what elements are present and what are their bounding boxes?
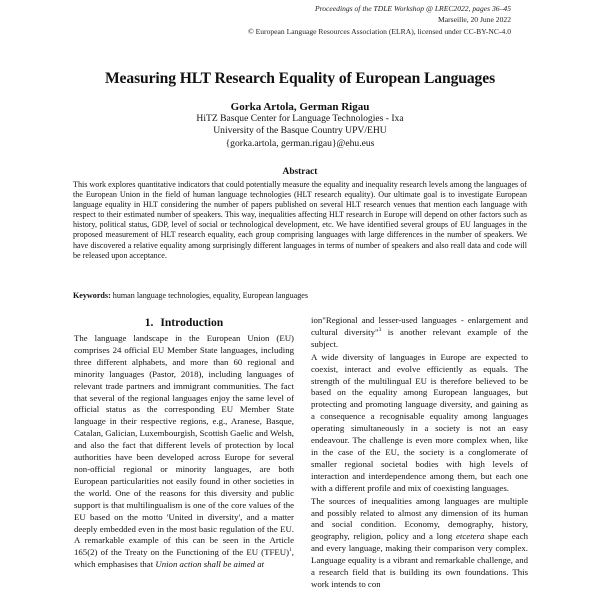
- left-column: [74, 333, 294, 571]
- keywords-text: human language technologies, equality, European languages: [112, 291, 309, 300]
- right-paragraph-3: [311, 496, 528, 591]
- section-title: Introduction: [160, 316, 224, 329]
- paper-title: Measuring HLT Research Equality of European Languages: [104, 70, 496, 87]
- footnote-marker-1: 1: [289, 547, 292, 554]
- proceedings-line: Proceedings of the TDLE Workshop @ LREC2022, pages 36–45: [314, 4, 511, 13]
- right-p1-tail: is another relevant example of the subject.: [311, 326, 528, 349]
- abstract-text: This work explores quantitative indicators that could potentially measure the equality and inequality research levels among the languages of the European Union in the field of human language technologies (HLT research equality). Our ultimate goal is to investigate European language equality in HLT considering the number of papers published on several HLT research venues that mention each language with respect to their estimated number of speakers. This way, inequalities affecting HLT research in Europe will depend on other factors such as history, political status, GDP, level of social or technological development, etc. We have identified several groups of EU languages in the proposed measurement of HLT research equality, each group comprising languages with large differences in the number of speakers. We have discovered a relative equality among surprisingly different languages in terms of number of speakers and also reall data and code will be released upon acceptance.: [73, 180, 527, 260]
- page-header: [171, 3, 511, 37]
- right-p1-text: ion"Regional and lesser-used languages - enlargement and cultural diversity": [311, 315, 528, 337]
- section-number: 1.: [144, 316, 154, 329]
- intro-p1-italic: Union action shall be aimed at: [155, 559, 265, 570]
- copyright-line: © European Language Resources Association (ELRA), licensed under CC-BY-NC-4.0: [247, 26, 511, 36]
- intro-paragraph-1: [74, 333, 294, 571]
- right-p3-text: The sources of inequalities among languages are multiple and possibly related to almost any dimension of its human and social condition. Economy, demography, history, geography, religion, policy and a long: [311, 495, 528, 542]
- footnote-marker-3: 3: [378, 326, 382, 333]
- author-emails: {gorka.artola, german.rigau}@ehu.eus: [225, 137, 375, 149]
- intro-p1-tail: , which emphasises that: [74, 547, 294, 570]
- affiliation-center: HiTZ Basque Center for Language Technologies - Ixa: [196, 113, 404, 124]
- right-paragraph-2: A wide diversity of languages in Europe are expected to coexist, interact and evolve efficiently as equals. The strength of the multilingual EU is therefore believed to be based on the equality among European languages, but protecting and promoting language diversity, and gaining as a consequence a recognisable equality among languages operating simultaneously in a society is not an easy endeavour. The challenge is even more complex when, like in the case of the EU, the society is a conglomerate of smaller regional societal bodies with high levels of interaction and interdependence among them, but each one with a different profile and mix of coexisting languages.: [311, 351, 528, 493]
- affiliation-university: University of the Basque Country UPV/EHU: [213, 125, 387, 137]
- right-p3-italic: etcetera: [456, 531, 485, 542]
- intro-p1-text: The language landscape in the European Union (EU) comprises 24 official EU Member State languages, including three different alphabets, and more than 60 regional and minority languages (Pastor, 2018), including languages of relevant trade partners and immigrant communities. The fact that several of the regional languages enjoy the same level of official status as the corresponding EU Member State language in their respective regions, e.g., Aranese, Basque, Catalan, Galician, Luxembourgish, Scottish Gaelic and Welsh, and also the fact that different levels of protection by local authorities have been developed across Europe for several non-official regional or minority languages, are both European particularities not easily found in other societies in the world. One of the reasons for this diversity and public support is that multilingualism is one of the core values of the EU based on the motto 'United in diversity', and a matter deeply embedded even in the most basic regulation of the EU. A remarkable example of this can be seen in the Article 165(2) of the Treaty on the Functioning of the EU (TFEU): [74, 333, 294, 558]
- right-paragraph-1: [311, 315, 528, 351]
- abstract-heading: Abstract: [282, 167, 318, 177]
- location-date-line: Marseille, 20 June 2022: [438, 15, 511, 25]
- right-p3-tail: shape each and every language, making their comparison very complex. Language equality is a vibrant and remarkable challenge, and a research field that is building its own foundations. This work intends to con: [311, 531, 528, 589]
- keywords-line: [73, 291, 527, 301]
- section-heading: [74, 316, 294, 329]
- affiliation-block: [0, 113, 600, 150]
- right-column: [311, 315, 528, 591]
- author-names: Gorka Artola, German Rigau: [230, 101, 370, 113]
- keywords-label: Keywords:: [73, 291, 111, 300]
